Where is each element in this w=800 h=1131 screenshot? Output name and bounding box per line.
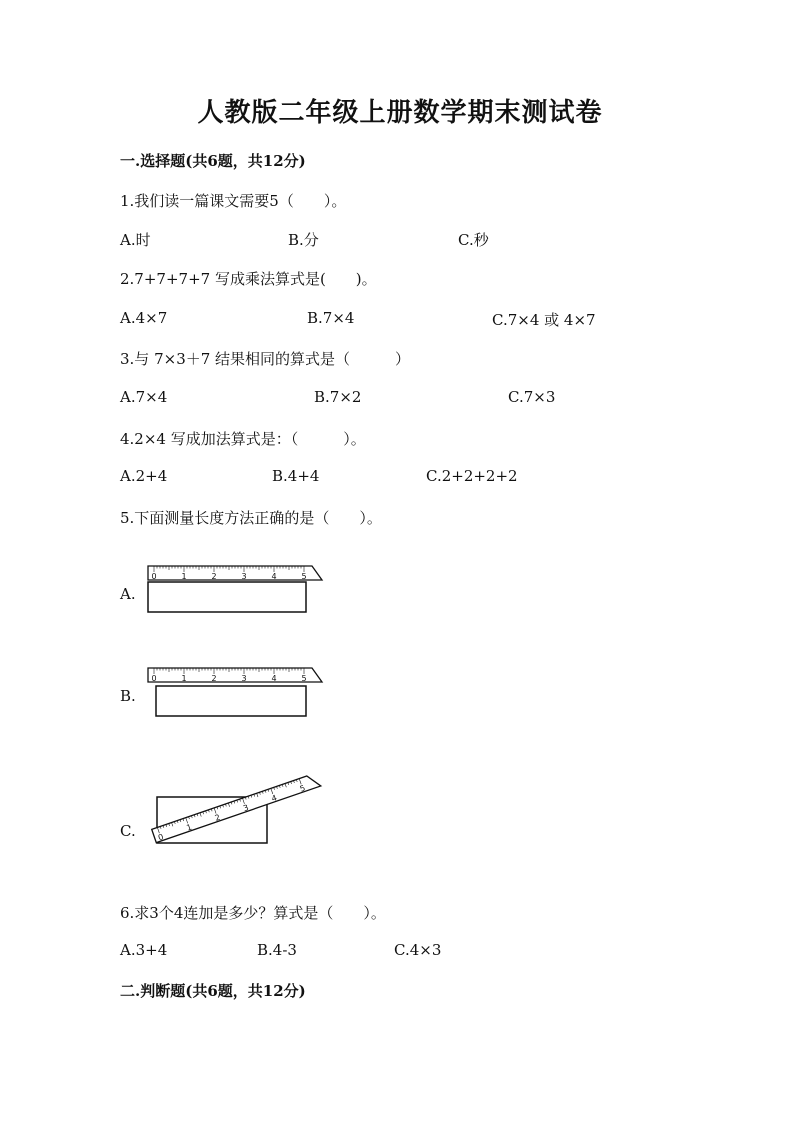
q5-option-c-label: C. bbox=[120, 822, 136, 840]
ruler-tick-label: 4 bbox=[271, 674, 277, 683]
question-6: 6.求3个4连加是多少？算式是（ ）。 bbox=[120, 904, 386, 922]
object-box-b bbox=[156, 686, 306, 716]
ruler-tick-label: 3 bbox=[241, 674, 247, 683]
question-1: 1.我们读一篇课文需要5（ ）。 bbox=[120, 192, 347, 210]
question-2: 2.7+7+7+7 写成乘法算式是( )。 bbox=[120, 270, 377, 288]
q1-option-b: B.分 bbox=[288, 231, 319, 249]
ruler-tick-label: 2 bbox=[213, 812, 222, 823]
section-heading-choice: 一.选择题(共6题，共12分) bbox=[120, 152, 306, 170]
ruler-tick-label: 4 bbox=[271, 572, 277, 581]
q3-option-b: B.7×2 bbox=[314, 388, 362, 406]
q5-option-c-figure bbox=[140, 770, 340, 855]
q4-option-b: B.4+4 bbox=[272, 467, 320, 485]
q6-option-c: C.4×3 bbox=[394, 941, 442, 959]
q3-option-c: C.7×3 bbox=[508, 388, 556, 406]
q5-option-b-figure bbox=[140, 662, 330, 722]
ruler-tick-label: 1 bbox=[181, 572, 187, 581]
ruler-tick-label: 5 bbox=[298, 783, 307, 794]
ruler-tick-label: 0 bbox=[151, 674, 157, 683]
ruler-tick-label: 3 bbox=[242, 802, 250, 814]
q1-option-a: A.时 bbox=[120, 231, 151, 249]
ruler-tick-label: 3 bbox=[241, 572, 247, 581]
q2-option-a: A.4×7 bbox=[120, 309, 168, 327]
ruler-tick-label: 0 bbox=[156, 832, 165, 843]
question-3: 3.与 7×3＋7 结果相同的算式是（ ） bbox=[120, 350, 411, 368]
q4-option-c: C.2+2+2+2 bbox=[426, 467, 518, 485]
q3-option-a: A.7×4 bbox=[120, 388, 168, 406]
q6-option-b: B.4-3 bbox=[257, 941, 297, 959]
q5-option-a-label: A. bbox=[120, 585, 136, 603]
q4-option-a: A.2+4 bbox=[120, 467, 168, 485]
q5-option-b-label: B. bbox=[120, 687, 136, 705]
ruler-b bbox=[148, 668, 322, 683]
q1-option-c: C.秒 bbox=[458, 231, 489, 249]
ruler-tick-label: 2 bbox=[211, 572, 217, 581]
ruler-tick-label: 5 bbox=[301, 572, 307, 581]
ruler-tick-label: 5 bbox=[301, 674, 307, 683]
ruler-tick-label: 1 bbox=[181, 674, 187, 683]
page-title: 人教版二年级上册数学期末测试卷 bbox=[197, 98, 603, 128]
question-5: 5.下面测量长度方法正确的是（ ）。 bbox=[120, 509, 382, 527]
ruler-a bbox=[148, 566, 322, 581]
q5-option-a-figure bbox=[140, 560, 330, 620]
question-4: 4.2×4 写成加法算式是：（ ）。 bbox=[120, 430, 366, 448]
ruler-tick-label: 1 bbox=[185, 822, 194, 833]
ruler-tick-label: 2 bbox=[211, 674, 217, 683]
ruler-tick-label: 0 bbox=[151, 572, 157, 581]
object-box-a bbox=[148, 582, 306, 612]
ruler-tick-label: 4 bbox=[270, 793, 279, 804]
q6-option-a: A.3+4 bbox=[120, 941, 168, 959]
q2-option-b: B.7×4 bbox=[307, 309, 355, 327]
q2-option-c: C.7×4 或 4×7 bbox=[492, 311, 596, 329]
section-heading-judgment: 二.判断题(共6题，共12分) bbox=[120, 982, 306, 1000]
